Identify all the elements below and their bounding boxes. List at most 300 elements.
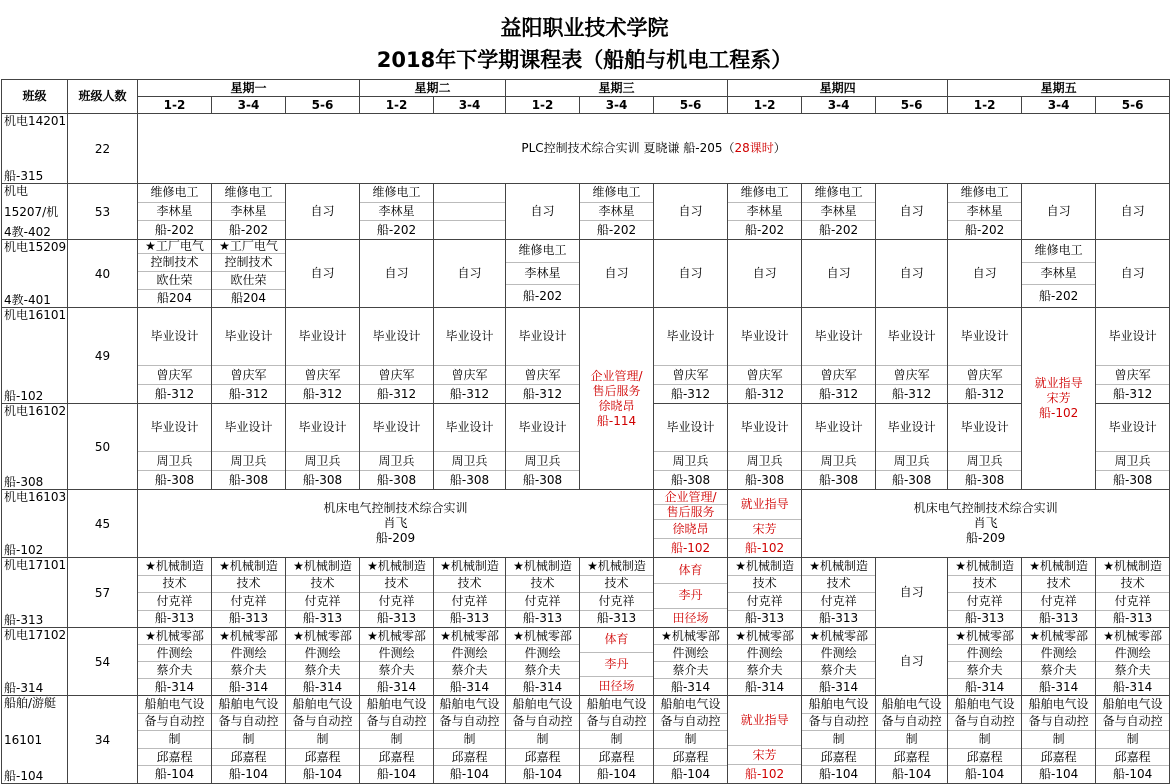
class-name-text: 船-102 bbox=[4, 389, 44, 403]
course-line: 船204 bbox=[231, 291, 266, 305]
class-name-text: 机电17102 bbox=[4, 628, 67, 642]
course-line: 邱嘉程 bbox=[360, 749, 433, 767]
course-line: 毕业设计 bbox=[434, 308, 505, 366]
course-line: 技术 bbox=[434, 576, 505, 594]
header-period: 1-2 bbox=[948, 97, 1022, 114]
course-cell bbox=[212, 628, 286, 696]
course-line: 船-313 bbox=[1038, 611, 1079, 626]
course-line: 宋芳 bbox=[728, 746, 801, 765]
course-line: 船-313 bbox=[964, 611, 1005, 626]
course-cell bbox=[948, 308, 1022, 404]
course-line: 船-202 bbox=[522, 288, 563, 303]
class-name-text: 船-102 bbox=[4, 543, 44, 557]
course-line: 船-102 bbox=[744, 766, 785, 781]
class-name-text: 机电16101 bbox=[4, 308, 67, 322]
course-line: 件测绘 bbox=[1096, 645, 1169, 662]
course-line: 毕业设计 bbox=[138, 308, 211, 366]
course-line: 周卫兵 bbox=[506, 452, 579, 471]
course-cell bbox=[138, 558, 212, 628]
course-cell bbox=[580, 628, 654, 696]
class-name-text: 机电16103 bbox=[4, 490, 67, 504]
course-line: 邱嘉程 bbox=[948, 749, 1021, 767]
class-name-cell bbox=[2, 696, 68, 784]
course-line: 毕业设计 bbox=[360, 404, 433, 452]
header-period: 1-2 bbox=[360, 97, 434, 114]
course-line: 曾庆军 bbox=[434, 366, 505, 385]
course-line: 曾庆军 bbox=[360, 366, 433, 385]
course-line: 维修电工 bbox=[580, 184, 653, 203]
schedule-table bbox=[1, 79, 1170, 784]
course-cell bbox=[506, 404, 580, 490]
course-line: 欧仕荣 bbox=[212, 272, 285, 290]
course-line: 维修电工 bbox=[802, 184, 875, 203]
course-line: 邱嘉程 bbox=[802, 749, 875, 767]
course-line: 船舶电气设 bbox=[948, 696, 1021, 714]
course-line: 李丹 bbox=[580, 653, 653, 678]
course-line: 件测绘 bbox=[434, 645, 505, 662]
course-line: ★机械制造 bbox=[1096, 558, 1169, 576]
course-line: 付克祥 bbox=[580, 593, 653, 611]
course-line: ★机械零部 bbox=[948, 628, 1021, 645]
course-line: 就业指导 bbox=[728, 696, 801, 746]
course-line: 自习 bbox=[826, 266, 851, 280]
course-cell bbox=[654, 696, 728, 784]
course-line: 制 bbox=[948, 731, 1021, 749]
course-line: 邱嘉程 bbox=[506, 749, 579, 767]
course-line: 毕业设计 bbox=[506, 308, 579, 366]
course-line: 周卫兵 bbox=[1096, 452, 1169, 471]
course-cell bbox=[580, 308, 654, 490]
course-line: 周卫兵 bbox=[286, 452, 359, 471]
header-period: 3-4 bbox=[580, 97, 654, 114]
course-cell bbox=[138, 308, 212, 404]
course-line: ★机械零部 bbox=[1096, 628, 1169, 645]
course-line: 船-313 bbox=[376, 611, 417, 626]
course-line: 维修电工 bbox=[948, 184, 1021, 203]
course-line: ★机械制造 bbox=[728, 558, 801, 576]
course-text: 船-102 bbox=[1038, 406, 1079, 420]
course-cell bbox=[360, 184, 434, 240]
course-line: 维修电工 bbox=[506, 240, 579, 263]
course-line: 自习 bbox=[530, 204, 555, 218]
course-cell bbox=[360, 558, 434, 628]
course-line: 船-104 bbox=[818, 767, 859, 782]
class-name-text: 船舶/游艇 bbox=[4, 696, 57, 710]
course-cell bbox=[434, 696, 506, 784]
course-line: 就业指导 bbox=[728, 490, 801, 520]
class-name-cell bbox=[2, 114, 68, 184]
course-cell bbox=[728, 184, 802, 240]
course-line: 备与自动控 bbox=[580, 714, 653, 732]
course-line: 船-313 bbox=[228, 611, 269, 626]
course-cell bbox=[876, 404, 948, 490]
class-name-text: 船-104 bbox=[4, 769, 44, 783]
course-line: 船-202 bbox=[376, 222, 417, 237]
course-line: 制 bbox=[506, 731, 579, 749]
course-cell bbox=[802, 240, 876, 308]
course-cell bbox=[728, 490, 802, 558]
course-line: 船-202 bbox=[228, 222, 269, 237]
course-line: 船-313 bbox=[1113, 611, 1153, 626]
course-line: 件测绘 bbox=[138, 645, 211, 662]
course-line: 自习 bbox=[899, 266, 924, 280]
course-cell bbox=[138, 240, 212, 308]
course-cell bbox=[948, 696, 1022, 784]
course-line: 毕业设计 bbox=[876, 308, 947, 366]
header-row-periods bbox=[2, 97, 1170, 114]
course-line: 毕业设计 bbox=[360, 308, 433, 366]
course-line: 船-312 bbox=[302, 386, 343, 401]
course-line: 蔡介夫 bbox=[506, 662, 579, 679]
course-line: 制 bbox=[876, 731, 947, 749]
course-line: 技术 bbox=[802, 576, 875, 594]
class-name-text: 15207/机 bbox=[4, 204, 59, 219]
course-line: ★机械零部 bbox=[434, 628, 505, 645]
class-name-cell bbox=[2, 490, 68, 558]
course-line: 船-308 bbox=[154, 472, 195, 487]
class-count-cell: 45 bbox=[68, 490, 138, 558]
course-line: 毕业设计 bbox=[212, 308, 285, 366]
course-line: 船-312 bbox=[1113, 386, 1153, 401]
course-line: ★机械制造 bbox=[360, 558, 433, 576]
class-count-cell: 34 bbox=[68, 696, 138, 784]
course-cell bbox=[802, 184, 876, 240]
course-cell bbox=[728, 308, 802, 404]
course-cell bbox=[286, 240, 360, 308]
course-line: 毕业设计 bbox=[506, 404, 579, 452]
course-line: 制 bbox=[212, 731, 285, 749]
course-cell bbox=[580, 558, 654, 628]
course-line: ★机械零部 bbox=[1022, 628, 1095, 645]
course-cell bbox=[286, 628, 360, 696]
course-cell bbox=[876, 184, 948, 240]
course-line: ★机械制造 bbox=[212, 558, 285, 576]
course-line: 船-312 bbox=[376, 386, 417, 401]
course-line: 邱嘉程 bbox=[286, 749, 359, 767]
course-cell bbox=[1022, 696, 1096, 784]
course-line: 控制技术 bbox=[138, 254, 211, 272]
course-cell bbox=[654, 404, 728, 490]
header-day-2: 星期二 bbox=[360, 80, 506, 97]
course-cell bbox=[580, 184, 654, 240]
course-cell bbox=[948, 404, 1022, 490]
course-line: 技术 bbox=[1022, 576, 1095, 594]
course-line: 毕业设计 bbox=[948, 308, 1021, 366]
course-line bbox=[434, 184, 505, 203]
course-cell bbox=[1096, 696, 1170, 784]
course-line: 船-308 bbox=[449, 472, 490, 487]
course-text: 就业指导 bbox=[1034, 376, 1083, 390]
course-cell bbox=[434, 308, 506, 404]
table-row bbox=[2, 184, 1170, 240]
course-line: 船204 bbox=[157, 291, 192, 305]
course-line: 船舶电气设 bbox=[286, 696, 359, 714]
course-line: ★机械零部 bbox=[728, 628, 801, 645]
course-line: 自习 bbox=[752, 266, 777, 280]
course-cell bbox=[802, 490, 1170, 558]
header-day-5: 星期五 bbox=[948, 80, 1170, 97]
course-line: 船-104 bbox=[670, 767, 711, 782]
course-line: 曾庆军 bbox=[212, 366, 285, 385]
course-line: 船-314 bbox=[449, 679, 490, 694]
course-line: 自习 bbox=[1046, 204, 1071, 218]
course-line: 船-312 bbox=[522, 386, 563, 401]
course-line: 毕业设计 bbox=[654, 404, 727, 452]
course-line: 件测绘 bbox=[654, 645, 727, 662]
class-name-text: 船-314 bbox=[4, 681, 44, 695]
class-count-cell: 40 bbox=[68, 240, 138, 308]
course-line: 自习 bbox=[384, 266, 409, 280]
course-line: 李林星 bbox=[728, 203, 801, 222]
course-line: 船-104 bbox=[302, 767, 343, 782]
table-row bbox=[2, 114, 1170, 184]
header-day-4: 星期四 bbox=[728, 80, 948, 97]
course-line: ★机械制造 bbox=[580, 558, 653, 576]
course-line: 自习 bbox=[972, 266, 997, 280]
course-line: 备与自动控 bbox=[286, 714, 359, 732]
course-cell bbox=[286, 184, 360, 240]
course-cell bbox=[138, 404, 212, 490]
class-name-text: 船-315 bbox=[4, 169, 44, 183]
course-line: 自习 bbox=[899, 204, 924, 218]
class-name-cell bbox=[2, 404, 68, 490]
course-cell bbox=[434, 184, 506, 240]
course-line: 维修电工 bbox=[360, 184, 433, 203]
course-line: 船-313 bbox=[596, 611, 637, 626]
course-line: 毕业设计 bbox=[1096, 308, 1169, 366]
course-line: ★机械零部 bbox=[360, 628, 433, 645]
course-line: 船-314 bbox=[228, 679, 269, 694]
header-period: 3-4 bbox=[212, 97, 286, 114]
class-name-text: 机电15209 bbox=[4, 240, 67, 254]
course-cell bbox=[728, 696, 802, 784]
course-line: 毕业设计 bbox=[654, 308, 727, 366]
course-cell bbox=[802, 558, 876, 628]
course-line: 毕业设计 bbox=[286, 404, 359, 452]
course-cell bbox=[434, 240, 506, 308]
course-text: 售后服务 bbox=[592, 383, 641, 398]
course-line: 船-104 bbox=[228, 767, 269, 782]
schedule-title: 2018年下学期课程表（船舶与机电工程系） bbox=[376, 48, 793, 72]
header-period: 3-4 bbox=[802, 97, 876, 114]
course-cell bbox=[728, 240, 802, 308]
course-line: 船-312 bbox=[964, 386, 1005, 401]
course-line: 体育 bbox=[580, 628, 653, 653]
course-cell bbox=[360, 628, 434, 696]
course-line: 船舶电气设 bbox=[360, 696, 433, 714]
course-line: 付克祥 bbox=[138, 593, 211, 611]
course-line: 船-308 bbox=[1113, 472, 1153, 487]
course-line: 自习 bbox=[310, 266, 335, 280]
course-cell bbox=[286, 404, 360, 490]
course-line: 邱嘉程 bbox=[212, 749, 285, 767]
course-line: 付克祥 bbox=[360, 593, 433, 611]
course-text: 机床电气控制技术综合实训 bbox=[323, 501, 468, 515]
course-line: 备与自动控 bbox=[1022, 714, 1095, 732]
class-count-cell: 54 bbox=[68, 628, 138, 696]
course-cell bbox=[876, 308, 948, 404]
course-line: 毕业设计 bbox=[138, 404, 211, 452]
course-line: 周卫兵 bbox=[876, 452, 947, 471]
course-line: ★机械零部 bbox=[212, 628, 285, 645]
course-line: 船-312 bbox=[449, 386, 490, 401]
course-line: 船-104 bbox=[154, 767, 195, 782]
course-line: 船舶电气设 bbox=[802, 696, 875, 714]
header-period: 1-2 bbox=[506, 97, 580, 114]
course-line: 备与自动控 bbox=[212, 714, 285, 732]
course-line: 备与自动控 bbox=[506, 714, 579, 732]
course-line: 自习 bbox=[1120, 266, 1145, 280]
course-line: 船-104 bbox=[449, 767, 490, 782]
course-line: 船-308 bbox=[522, 472, 563, 487]
course-cell bbox=[802, 628, 876, 696]
course-line: 备与自动控 bbox=[138, 714, 211, 732]
course-line: 毕业设计 bbox=[876, 404, 947, 452]
course-line: 船-312 bbox=[228, 386, 269, 401]
course-line: 船-202 bbox=[596, 222, 637, 237]
course-line: 船舶电气设 bbox=[434, 696, 505, 714]
course-cell bbox=[1096, 240, 1170, 308]
course-line: 李林星 bbox=[506, 263, 579, 286]
course-cell bbox=[580, 240, 654, 308]
course-line: 制 bbox=[1022, 731, 1095, 749]
course-line: 自习 bbox=[1120, 204, 1145, 218]
course-line: 邱嘉程 bbox=[434, 749, 505, 767]
class-name-cell bbox=[2, 240, 68, 308]
class-name-text: 机电16102 bbox=[4, 404, 67, 418]
course-line: 自习 bbox=[899, 654, 924, 668]
course-line: 船-202 bbox=[964, 222, 1005, 237]
course-text: 船-209 bbox=[375, 531, 416, 545]
course-cell bbox=[506, 558, 580, 628]
course-cell bbox=[506, 184, 580, 240]
table-row bbox=[2, 308, 1170, 404]
course-line: 船-314 bbox=[964, 679, 1005, 694]
header-day-3: 星期三 bbox=[506, 80, 728, 97]
course-cell bbox=[876, 240, 948, 308]
course-line: 船-202 bbox=[818, 222, 859, 237]
course-line: 船-104 bbox=[1038, 767, 1079, 782]
course-line: 件测绘 bbox=[212, 645, 285, 662]
course-line: 船-314 bbox=[818, 679, 859, 694]
course-line: 制 bbox=[286, 731, 359, 749]
course-line: 船-314 bbox=[744, 679, 785, 694]
course-line: 船-312 bbox=[154, 386, 195, 401]
course-cell bbox=[948, 184, 1022, 240]
course-line: 件测绘 bbox=[360, 645, 433, 662]
course-line: 制 bbox=[1096, 731, 1169, 749]
course-line: 周卫兵 bbox=[434, 452, 505, 471]
course-cell bbox=[212, 184, 286, 240]
course-cell bbox=[1096, 184, 1170, 240]
course-line: 曾庆军 bbox=[948, 366, 1021, 385]
course-cell bbox=[286, 308, 360, 404]
course-cell bbox=[506, 696, 580, 784]
course-cell bbox=[138, 628, 212, 696]
class-count-cell: 49 bbox=[68, 308, 138, 404]
course-line: 付克祥 bbox=[212, 593, 285, 611]
course-line: 船-312 bbox=[818, 386, 859, 401]
course-line: 件测绘 bbox=[506, 645, 579, 662]
course-line: 船-312 bbox=[670, 386, 711, 401]
course-line: 船-312 bbox=[891, 386, 932, 401]
course-line: 船-202 bbox=[1038, 288, 1079, 303]
course-cell bbox=[948, 240, 1022, 308]
header-period: 5-6 bbox=[654, 97, 728, 114]
class-count-cell: 57 bbox=[68, 558, 138, 628]
course-cell bbox=[802, 696, 876, 784]
course-cell bbox=[948, 628, 1022, 696]
course-line: 维修电工 bbox=[728, 184, 801, 203]
course-line: 维修电工 bbox=[138, 184, 211, 203]
course-line bbox=[434, 221, 505, 239]
course-line: 件测绘 bbox=[286, 645, 359, 662]
course-text: 船-114 bbox=[596, 413, 637, 428]
course-line: 船-308 bbox=[891, 472, 932, 487]
course-line: 自习 bbox=[678, 204, 703, 218]
course-line: 船-308 bbox=[228, 472, 269, 487]
course-cell bbox=[876, 628, 948, 696]
course-cell bbox=[876, 696, 948, 784]
course-line: 蔡介夫 bbox=[728, 662, 801, 679]
course-line: 船-308 bbox=[744, 472, 785, 487]
course-line: 曾庆军 bbox=[1096, 366, 1169, 385]
course-line: 体育 bbox=[654, 558, 727, 584]
course-line: 付克祥 bbox=[728, 593, 801, 611]
course-line: 技术 bbox=[948, 576, 1021, 594]
course-line: 李丹 bbox=[654, 584, 727, 610]
course-line: 欧仕荣 bbox=[138, 272, 211, 290]
course-line: 付克祥 bbox=[948, 593, 1021, 611]
course-line: 售后服务 bbox=[654, 505, 727, 520]
course-line: 自习 bbox=[457, 266, 482, 280]
table-row bbox=[2, 490, 1170, 558]
course-cell bbox=[728, 404, 802, 490]
class-name-cell bbox=[2, 628, 68, 696]
course-line: 毕业设计 bbox=[1096, 404, 1169, 452]
course-cell bbox=[580, 696, 654, 784]
course-cell bbox=[654, 184, 728, 240]
course-line: 自习 bbox=[310, 204, 335, 218]
course-line: 邱嘉程 bbox=[580, 749, 653, 767]
course-line: 控制技术 bbox=[212, 254, 285, 272]
class-count-cell: 50 bbox=[68, 404, 138, 490]
course-text: 徐晓昂 bbox=[598, 398, 635, 413]
course-text: 肖飞 bbox=[973, 516, 998, 530]
table-row bbox=[2, 696, 1170, 784]
course-line: 邱嘉程 bbox=[876, 749, 947, 767]
course-line: 徐晓昂 bbox=[654, 520, 727, 539]
course-line: 备与自动控 bbox=[434, 714, 505, 732]
course-cell bbox=[654, 240, 728, 308]
course-cell bbox=[948, 558, 1022, 628]
header-period: 1-2 bbox=[138, 97, 212, 114]
course-line: 维修电工 bbox=[1022, 240, 1095, 263]
course-line: 制 bbox=[654, 731, 727, 749]
course-cell bbox=[1022, 240, 1096, 308]
class-count-cell: 22 bbox=[68, 114, 138, 184]
course-line: 蔡介夫 bbox=[286, 662, 359, 679]
course-cell bbox=[506, 240, 580, 308]
course-cell bbox=[286, 558, 360, 628]
course-line: 李林星 bbox=[138, 203, 211, 222]
course-line: 船-308 bbox=[818, 472, 859, 487]
header-period: 3-4 bbox=[434, 97, 506, 114]
course-cell bbox=[360, 240, 434, 308]
course-line: 技术 bbox=[728, 576, 801, 594]
course-line: 船-313 bbox=[302, 611, 343, 626]
course-line: 船-312 bbox=[744, 386, 785, 401]
